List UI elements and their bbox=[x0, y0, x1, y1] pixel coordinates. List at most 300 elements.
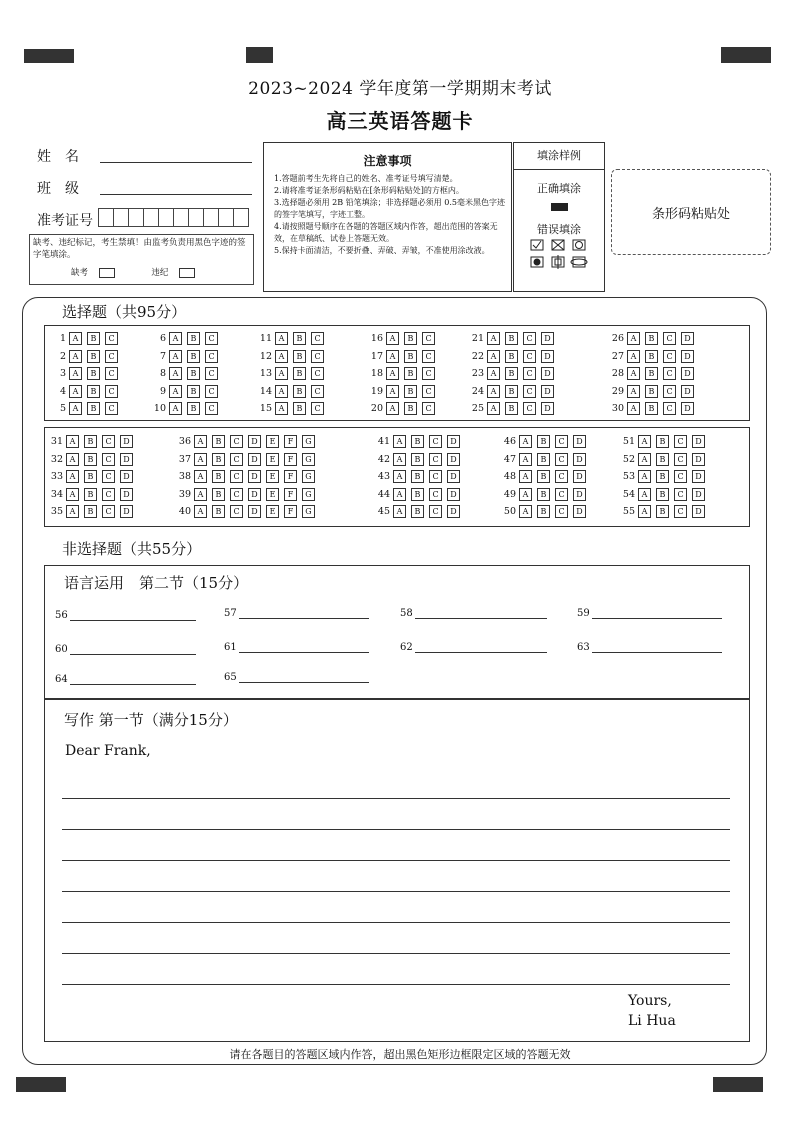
option-c-bubble[interactable]: C bbox=[311, 350, 324, 363]
option-c-bubble[interactable]: C bbox=[523, 367, 536, 380]
option-a-bubble[interactable]: A bbox=[487, 367, 500, 380]
question-number: 55 bbox=[622, 506, 635, 517]
option-b-bubble[interactable]: B bbox=[505, 332, 518, 345]
blank-number: 56 bbox=[55, 610, 68, 621]
option-b-bubble[interactable]: B bbox=[293, 350, 306, 363]
question-number: 30 bbox=[611, 403, 624, 414]
option-b-bubble[interactable]: B bbox=[411, 453, 424, 466]
option-c-bubble[interactable]: C bbox=[230, 435, 243, 448]
question-number: 12 bbox=[259, 350, 272, 362]
blank-60[interactable] bbox=[55, 644, 196, 655]
option-b-bubble[interactable]: B bbox=[505, 402, 518, 415]
option-b-bubble[interactable]: B bbox=[87, 402, 100, 415]
blank-65[interactable] bbox=[224, 672, 369, 683]
option-c-bubble[interactable]: C bbox=[429, 453, 442, 466]
option-a-bubble[interactable]: A bbox=[487, 332, 500, 345]
option-a-bubble[interactable]: A bbox=[66, 453, 79, 466]
option-b-bubble[interactable]: B bbox=[187, 332, 200, 345]
option-b-bubble[interactable]: B bbox=[84, 488, 97, 501]
option-b-bubble[interactable]: B bbox=[212, 453, 225, 466]
option-d-bubble[interactable]: D bbox=[541, 350, 554, 363]
option-a-bubble[interactable]: A bbox=[487, 350, 500, 363]
question-number: 44 bbox=[377, 488, 390, 500]
option-d-bubble[interactable]: D bbox=[541, 385, 554, 398]
option-d-bubble[interactable]: D bbox=[573, 470, 586, 483]
option-f-bubble[interactable]: F bbox=[284, 435, 297, 448]
option-b-bubble[interactable]: B bbox=[645, 385, 658, 398]
option-c-bubble[interactable]: C bbox=[105, 350, 118, 363]
option-g-bubble[interactable]: G bbox=[302, 488, 315, 501]
notice-item: 1.答题前考生先将自己的姓名、准考证号填写清楚。 bbox=[274, 174, 458, 183]
option-b-bubble[interactable]: B bbox=[293, 367, 306, 380]
option-a-bubble[interactable]: A bbox=[393, 470, 406, 483]
option-c-bubble[interactable]: C bbox=[205, 332, 218, 345]
id-number-boxes[interactable] bbox=[98, 208, 248, 227]
option-d-bubble[interactable]: D bbox=[120, 470, 133, 483]
option-c-bubble[interactable]: C bbox=[523, 402, 536, 415]
question-52 bbox=[614, 453, 710, 466]
option-a-bubble[interactable]: A bbox=[275, 367, 288, 380]
option-b-bubble[interactable]: B bbox=[505, 350, 518, 363]
question-19 bbox=[369, 385, 440, 398]
option-d-bubble[interactable]: D bbox=[447, 453, 460, 466]
blank-number: 59 bbox=[577, 608, 590, 619]
question-4 bbox=[52, 385, 123, 398]
sheet-title: 高三英语答题卡 bbox=[326, 109, 474, 133]
option-a-bubble[interactable]: A bbox=[194, 453, 207, 466]
question-number: 39 bbox=[178, 488, 191, 500]
notice-item: 2.请将准考证条形码粘贴在[条形码粘贴处]的方框内。 bbox=[274, 186, 464, 195]
option-a-bubble[interactable]: A bbox=[69, 367, 82, 380]
blank-number: 58 bbox=[400, 608, 413, 619]
option-d-bubble[interactable]: D bbox=[447, 505, 460, 518]
option-c-bubble[interactable]: C bbox=[422, 350, 435, 363]
id-label: 准考证号 bbox=[37, 213, 93, 229]
notice-item: 5.保持卡面清洁，不要折叠、弄破、弄皱，不准使用涂改液。 bbox=[274, 246, 490, 255]
option-c-bubble[interactable]: C bbox=[230, 470, 243, 483]
option-d-bubble[interactable]: D bbox=[120, 505, 133, 518]
option-b-bubble[interactable]: B bbox=[645, 402, 658, 415]
option-c-bubble[interactable]: C bbox=[311, 385, 324, 398]
option-b-bubble[interactable]: B bbox=[505, 385, 518, 398]
option-b-bubble[interactable]: B bbox=[187, 367, 200, 380]
option-c-bubble[interactable]: C bbox=[102, 470, 115, 483]
option-c-bubble[interactable]: C bbox=[422, 367, 435, 380]
writing-line[interactable] bbox=[62, 922, 730, 923]
option-a-bubble[interactable]: A bbox=[519, 488, 532, 501]
option-c-bubble[interactable]: C bbox=[674, 470, 687, 483]
option-d-bubble[interactable]: D bbox=[248, 488, 261, 501]
option-c-bubble[interactable]: C bbox=[311, 402, 324, 415]
option-a-bubble[interactable]: A bbox=[69, 385, 82, 398]
option-a-bubble[interactable]: A bbox=[169, 332, 182, 345]
question-1 bbox=[52, 332, 123, 345]
option-d-bubble[interactable]: D bbox=[681, 332, 694, 345]
option-d-bubble[interactable]: D bbox=[692, 488, 705, 501]
option-c-bubble[interactable]: C bbox=[674, 435, 687, 448]
option-a-bubble[interactable]: A bbox=[487, 402, 500, 415]
question-3 bbox=[52, 367, 123, 380]
option-a-bubble[interactable]: A bbox=[393, 435, 406, 448]
option-a-bubble[interactable]: A bbox=[275, 332, 288, 345]
option-a-bubble[interactable]: A bbox=[169, 402, 182, 415]
violation-label: 违纪 bbox=[151, 268, 169, 278]
option-c-bubble[interactable]: C bbox=[422, 385, 435, 398]
option-a-bubble[interactable]: A bbox=[169, 350, 182, 363]
option-a-bubble[interactable]: A bbox=[519, 435, 532, 448]
question-number: 7 bbox=[159, 350, 166, 362]
option-d-bubble[interactable]: D bbox=[447, 488, 460, 501]
option-b-bubble[interactable]: B bbox=[212, 435, 225, 448]
option-e-bubble[interactable]: E bbox=[266, 453, 279, 466]
option-a-bubble[interactable]: A bbox=[386, 385, 399, 398]
absent-checkbox[interactable] bbox=[99, 268, 115, 278]
option-b-bubble[interactable]: B bbox=[645, 367, 658, 380]
option-a-bubble[interactable]: A bbox=[627, 385, 640, 398]
option-a-bubble[interactable]: A bbox=[519, 470, 532, 483]
option-e-bubble[interactable]: E bbox=[266, 470, 279, 483]
option-b-bubble[interactable]: B bbox=[411, 470, 424, 483]
question-21 bbox=[470, 332, 559, 345]
option-c-bubble[interactable]: C bbox=[205, 385, 218, 398]
option-b-bubble[interactable]: B bbox=[404, 367, 417, 380]
option-c-bubble[interactable]: C bbox=[555, 453, 568, 466]
option-a-bubble[interactable]: A bbox=[275, 385, 288, 398]
option-b-bubble[interactable]: B bbox=[293, 402, 306, 415]
option-b-bubble[interactable]: B bbox=[537, 505, 550, 518]
question-number: 33 bbox=[50, 471, 63, 482]
option-b-bubble[interactable]: B bbox=[87, 350, 100, 363]
option-d-bubble[interactable]: D bbox=[681, 367, 694, 380]
option-c-bubble[interactable]: C bbox=[102, 453, 115, 466]
option-d-bubble[interactable]: D bbox=[573, 435, 586, 448]
option-e-bubble[interactable]: E bbox=[266, 435, 279, 448]
option-a-bubble[interactable]: A bbox=[194, 488, 207, 501]
option-d-bubble[interactable]: D bbox=[541, 332, 554, 345]
option-d-bubble[interactable]: D bbox=[541, 402, 554, 415]
option-a-bubble[interactable]: A bbox=[638, 488, 651, 501]
option-c-bubble[interactable]: C bbox=[105, 402, 118, 415]
writing-line[interactable] bbox=[62, 953, 730, 954]
option-c-bubble[interactable]: C bbox=[663, 367, 676, 380]
option-c-bubble[interactable]: C bbox=[230, 505, 243, 518]
blank-56[interactable] bbox=[55, 610, 196, 621]
writing-line[interactable] bbox=[62, 829, 730, 830]
option-d-bubble[interactable]: D bbox=[573, 453, 586, 466]
writing-line[interactable] bbox=[62, 891, 730, 892]
option-a-bubble[interactable]: A bbox=[275, 350, 288, 363]
question-number: 34 bbox=[50, 488, 63, 500]
question-33 bbox=[42, 470, 138, 483]
option-c-bubble[interactable]: C bbox=[663, 385, 676, 398]
option-d-bubble[interactable]: D bbox=[248, 453, 261, 466]
option-a-bubble[interactable]: A bbox=[169, 385, 182, 398]
option-c-bubble[interactable]: C bbox=[105, 367, 118, 380]
question-number: 32 bbox=[50, 453, 63, 465]
option-d-bubble[interactable]: D bbox=[120, 453, 133, 466]
blank-58[interactable] bbox=[400, 608, 547, 619]
question-number: 49 bbox=[503, 488, 516, 500]
option-a-bubble[interactable]: A bbox=[393, 453, 406, 466]
option-a-bubble[interactable]: A bbox=[194, 435, 207, 448]
option-c-bubble[interactable]: C bbox=[674, 488, 687, 501]
blank-63[interactable] bbox=[577, 642, 722, 653]
blank-62[interactable] bbox=[400, 642, 547, 653]
option-f-bubble[interactable]: F bbox=[284, 453, 297, 466]
option-a-bubble[interactable]: A bbox=[386, 350, 399, 363]
option-f-bubble[interactable]: F bbox=[284, 470, 297, 483]
option-b-bubble[interactable]: B bbox=[537, 453, 550, 466]
question-28 bbox=[610, 367, 699, 380]
option-a-bubble[interactable]: A bbox=[66, 488, 79, 501]
fill-sample-box bbox=[513, 142, 605, 292]
question-number: 40 bbox=[178, 506, 191, 517]
question-34 bbox=[42, 488, 138, 501]
option-c-bubble[interactable]: C bbox=[429, 435, 442, 448]
question-44 bbox=[369, 488, 465, 501]
option-g-bubble[interactable]: G bbox=[302, 453, 315, 466]
option-a-bubble[interactable]: A bbox=[275, 402, 288, 415]
option-b-bubble[interactable]: B bbox=[212, 488, 225, 501]
option-c-bubble[interactable]: C bbox=[311, 367, 324, 380]
writing-line[interactable] bbox=[62, 984, 730, 985]
option-c-bubble[interactable]: C bbox=[663, 332, 676, 345]
option-b-bubble[interactable]: B bbox=[411, 435, 424, 448]
option-b-bubble[interactable]: B bbox=[656, 435, 669, 448]
wrong-fill-examples bbox=[514, 237, 606, 279]
option-b-bubble[interactable]: B bbox=[537, 488, 550, 501]
option-b-bubble[interactable]: B bbox=[505, 367, 518, 380]
question-46 bbox=[495, 435, 591, 448]
option-d-bubble[interactable]: D bbox=[447, 435, 460, 448]
option-a-bubble[interactable]: A bbox=[66, 505, 79, 518]
option-a-bubble[interactable]: A bbox=[386, 332, 399, 345]
option-c-bubble[interactable]: C bbox=[674, 453, 687, 466]
option-a-bubble[interactable]: A bbox=[627, 332, 640, 345]
question-number: 25 bbox=[471, 403, 484, 414]
blank-57[interactable] bbox=[224, 608, 369, 619]
option-e-bubble[interactable]: E bbox=[266, 488, 279, 501]
question-number: 22 bbox=[471, 350, 484, 362]
option-d-bubble[interactable]: D bbox=[681, 350, 694, 363]
option-a-bubble[interactable]: A bbox=[519, 505, 532, 518]
absent-label: 缺考 bbox=[71, 268, 89, 278]
option-a-bubble[interactable]: A bbox=[69, 332, 82, 345]
option-c-bubble[interactable]: C bbox=[422, 332, 435, 345]
question-number: 1 bbox=[59, 333, 66, 344]
option-b-bubble[interactable]: B bbox=[411, 505, 424, 518]
option-c-bubble[interactable]: C bbox=[205, 402, 218, 415]
option-g-bubble[interactable]: G bbox=[302, 435, 315, 448]
option-d-bubble[interactable]: D bbox=[248, 435, 261, 448]
option-d-bubble[interactable]: D bbox=[692, 435, 705, 448]
question-number: 15 bbox=[259, 403, 272, 414]
option-c-bubble[interactable]: C bbox=[663, 350, 676, 363]
question-7 bbox=[152, 350, 223, 363]
option-c-bubble[interactable]: C bbox=[429, 470, 442, 483]
option-d-bubble[interactable]: D bbox=[692, 505, 705, 518]
question-number: 2 bbox=[59, 350, 66, 362]
option-f-bubble[interactable]: F bbox=[284, 505, 297, 518]
question-37 bbox=[170, 453, 320, 466]
option-b-bubble[interactable]: B bbox=[537, 435, 550, 448]
option-c-bubble[interactable]: C bbox=[230, 488, 243, 501]
option-a-bubble[interactable]: A bbox=[627, 402, 640, 415]
option-b-bubble[interactable]: B bbox=[656, 470, 669, 483]
option-c-bubble[interactable]: C bbox=[311, 332, 324, 345]
notice-item: 3.选择题必须用 2B 铅笔填涂；非选择题必须用 0.5毫米黑色字迹的签字笔填写，字迹工整。 bbox=[274, 198, 505, 219]
option-d-bubble[interactable]: D bbox=[681, 402, 694, 415]
question-number: 45 bbox=[377, 506, 390, 517]
option-c-bubble[interactable]: C bbox=[230, 453, 243, 466]
option-a-bubble[interactable]: A bbox=[487, 385, 500, 398]
option-b-bubble[interactable]: B bbox=[411, 488, 424, 501]
option-a-bubble[interactable]: A bbox=[194, 505, 207, 518]
option-d-bubble[interactable]: D bbox=[120, 488, 133, 501]
name-field[interactable] bbox=[100, 162, 252, 163]
option-c-bubble[interactable]: C bbox=[663, 402, 676, 415]
option-a-bubble[interactable]: A bbox=[66, 470, 79, 483]
question-55 bbox=[614, 505, 710, 518]
blank-59[interactable] bbox=[577, 608, 722, 619]
option-d-bubble[interactable]: D bbox=[120, 435, 133, 448]
option-a-bubble[interactable]: A bbox=[169, 367, 182, 380]
option-b-bubble[interactable]: B bbox=[87, 385, 100, 398]
option-b-bubble[interactable]: B bbox=[84, 505, 97, 518]
option-b-bubble[interactable]: B bbox=[656, 505, 669, 518]
blank-61[interactable] bbox=[224, 642, 369, 653]
option-b-bubble[interactable]: B bbox=[404, 350, 417, 363]
class-field[interactable] bbox=[100, 194, 252, 195]
option-a-bubble[interactable]: A bbox=[69, 402, 82, 415]
option-c-bubble[interactable]: C bbox=[555, 470, 568, 483]
option-a-bubble[interactable]: A bbox=[638, 435, 651, 448]
option-c-bubble[interactable]: C bbox=[429, 505, 442, 518]
option-b-bubble[interactable]: B bbox=[187, 385, 200, 398]
option-b-bubble[interactable]: B bbox=[537, 470, 550, 483]
option-b-bubble[interactable]: B bbox=[212, 470, 225, 483]
option-a-bubble[interactable]: A bbox=[386, 367, 399, 380]
option-a-bubble[interactable]: A bbox=[194, 470, 207, 483]
option-b-bubble[interactable]: B bbox=[645, 350, 658, 363]
question-47 bbox=[495, 453, 591, 466]
option-c-bubble[interactable]: C bbox=[429, 488, 442, 501]
option-b-bubble[interactable]: B bbox=[84, 453, 97, 466]
option-d-bubble[interactable]: D bbox=[447, 470, 460, 483]
option-b-bubble[interactable]: B bbox=[404, 332, 417, 345]
option-c-bubble[interactable]: C bbox=[555, 488, 568, 501]
option-d-bubble[interactable]: D bbox=[573, 488, 586, 501]
option-c-bubble[interactable]: C bbox=[105, 385, 118, 398]
option-b-bubble[interactable]: B bbox=[293, 332, 306, 345]
option-a-bubble[interactable]: A bbox=[627, 350, 640, 363]
blank-64[interactable] bbox=[55, 674, 196, 685]
option-d-bubble[interactable]: D bbox=[681, 385, 694, 398]
option-b-bubble[interactable]: B bbox=[187, 350, 200, 363]
option-c-bubble[interactable]: C bbox=[102, 435, 115, 448]
writing-line[interactable] bbox=[62, 798, 730, 799]
question-number: 37 bbox=[178, 453, 191, 465]
option-e-bubble[interactable]: E bbox=[266, 505, 279, 518]
option-d-bubble[interactable]: D bbox=[692, 470, 705, 483]
question-38 bbox=[170, 470, 320, 483]
question-51 bbox=[614, 435, 710, 448]
option-a-bubble[interactable]: A bbox=[519, 453, 532, 466]
question-50 bbox=[495, 505, 591, 518]
option-d-bubble[interactable]: D bbox=[692, 453, 705, 466]
option-b-bubble[interactable]: B bbox=[87, 367, 100, 380]
blank-number: 64 bbox=[55, 674, 68, 685]
question-number: 54 bbox=[622, 488, 635, 500]
option-b-bubble[interactable]: B bbox=[87, 332, 100, 345]
option-d-bubble[interactable]: D bbox=[248, 470, 261, 483]
notice-box bbox=[263, 142, 512, 292]
option-a-bubble[interactable]: A bbox=[393, 505, 406, 518]
option-b-bubble[interactable]: B bbox=[645, 332, 658, 345]
option-a-bubble[interactable]: A bbox=[393, 488, 406, 501]
option-g-bubble[interactable]: G bbox=[302, 470, 315, 483]
option-a-bubble[interactable]: A bbox=[638, 470, 651, 483]
option-d-bubble[interactable]: D bbox=[541, 367, 554, 380]
option-f-bubble[interactable]: F bbox=[284, 488, 297, 501]
option-b-bubble[interactable]: B bbox=[404, 385, 417, 398]
barcode-area[interactable] bbox=[611, 169, 771, 255]
option-c-bubble[interactable]: C bbox=[105, 332, 118, 345]
option-a-bubble[interactable]: A bbox=[69, 350, 82, 363]
question-number: 46 bbox=[503, 436, 516, 447]
option-c-bubble[interactable]: C bbox=[555, 505, 568, 518]
option-c-bubble[interactable]: C bbox=[102, 488, 115, 501]
option-c-bubble[interactable]: C bbox=[205, 350, 218, 363]
blank-number: 63 bbox=[577, 642, 590, 653]
option-c-bubble[interactable]: C bbox=[102, 505, 115, 518]
option-c-bubble[interactable]: C bbox=[674, 505, 687, 518]
question-54 bbox=[614, 488, 710, 501]
option-c-bubble[interactable]: C bbox=[555, 435, 568, 448]
question-number: 16 bbox=[370, 333, 383, 344]
question-number: 17 bbox=[370, 350, 383, 362]
option-a-bubble[interactable]: A bbox=[66, 435, 79, 448]
option-b-bubble[interactable]: B bbox=[656, 488, 669, 501]
option-d-bubble[interactable]: D bbox=[573, 505, 586, 518]
option-b-bubble[interactable]: B bbox=[656, 453, 669, 466]
option-b-bubble[interactable]: B bbox=[84, 435, 97, 448]
option-g-bubble[interactable]: G bbox=[302, 505, 315, 518]
writing-line[interactable] bbox=[62, 860, 730, 861]
option-c-bubble[interactable]: C bbox=[523, 332, 536, 345]
option-c-bubble[interactable]: C bbox=[523, 385, 536, 398]
question-53 bbox=[614, 470, 710, 483]
question-26 bbox=[610, 332, 699, 345]
option-a-bubble[interactable]: A bbox=[638, 453, 651, 466]
option-a-bubble[interactable]: A bbox=[627, 367, 640, 380]
option-c-bubble[interactable]: C bbox=[205, 367, 218, 380]
option-c-bubble[interactable]: C bbox=[422, 402, 435, 415]
option-a-bubble[interactable]: A bbox=[386, 402, 399, 415]
question-48 bbox=[495, 470, 591, 483]
option-b-bubble[interactable]: B bbox=[293, 385, 306, 398]
question-25 bbox=[470, 402, 559, 415]
option-b-bubble[interactable]: B bbox=[187, 402, 200, 415]
option-b-bubble[interactable]: B bbox=[84, 470, 97, 483]
option-b-bubble[interactable]: B bbox=[404, 402, 417, 415]
option-d-bubble[interactable]: D bbox=[248, 505, 261, 518]
question-number: 38 bbox=[178, 471, 191, 482]
option-a-bubble[interactable]: A bbox=[638, 505, 651, 518]
violation-checkbox[interactable] bbox=[179, 268, 195, 278]
option-c-bubble[interactable]: C bbox=[523, 350, 536, 363]
option-b-bubble[interactable]: B bbox=[212, 505, 225, 518]
